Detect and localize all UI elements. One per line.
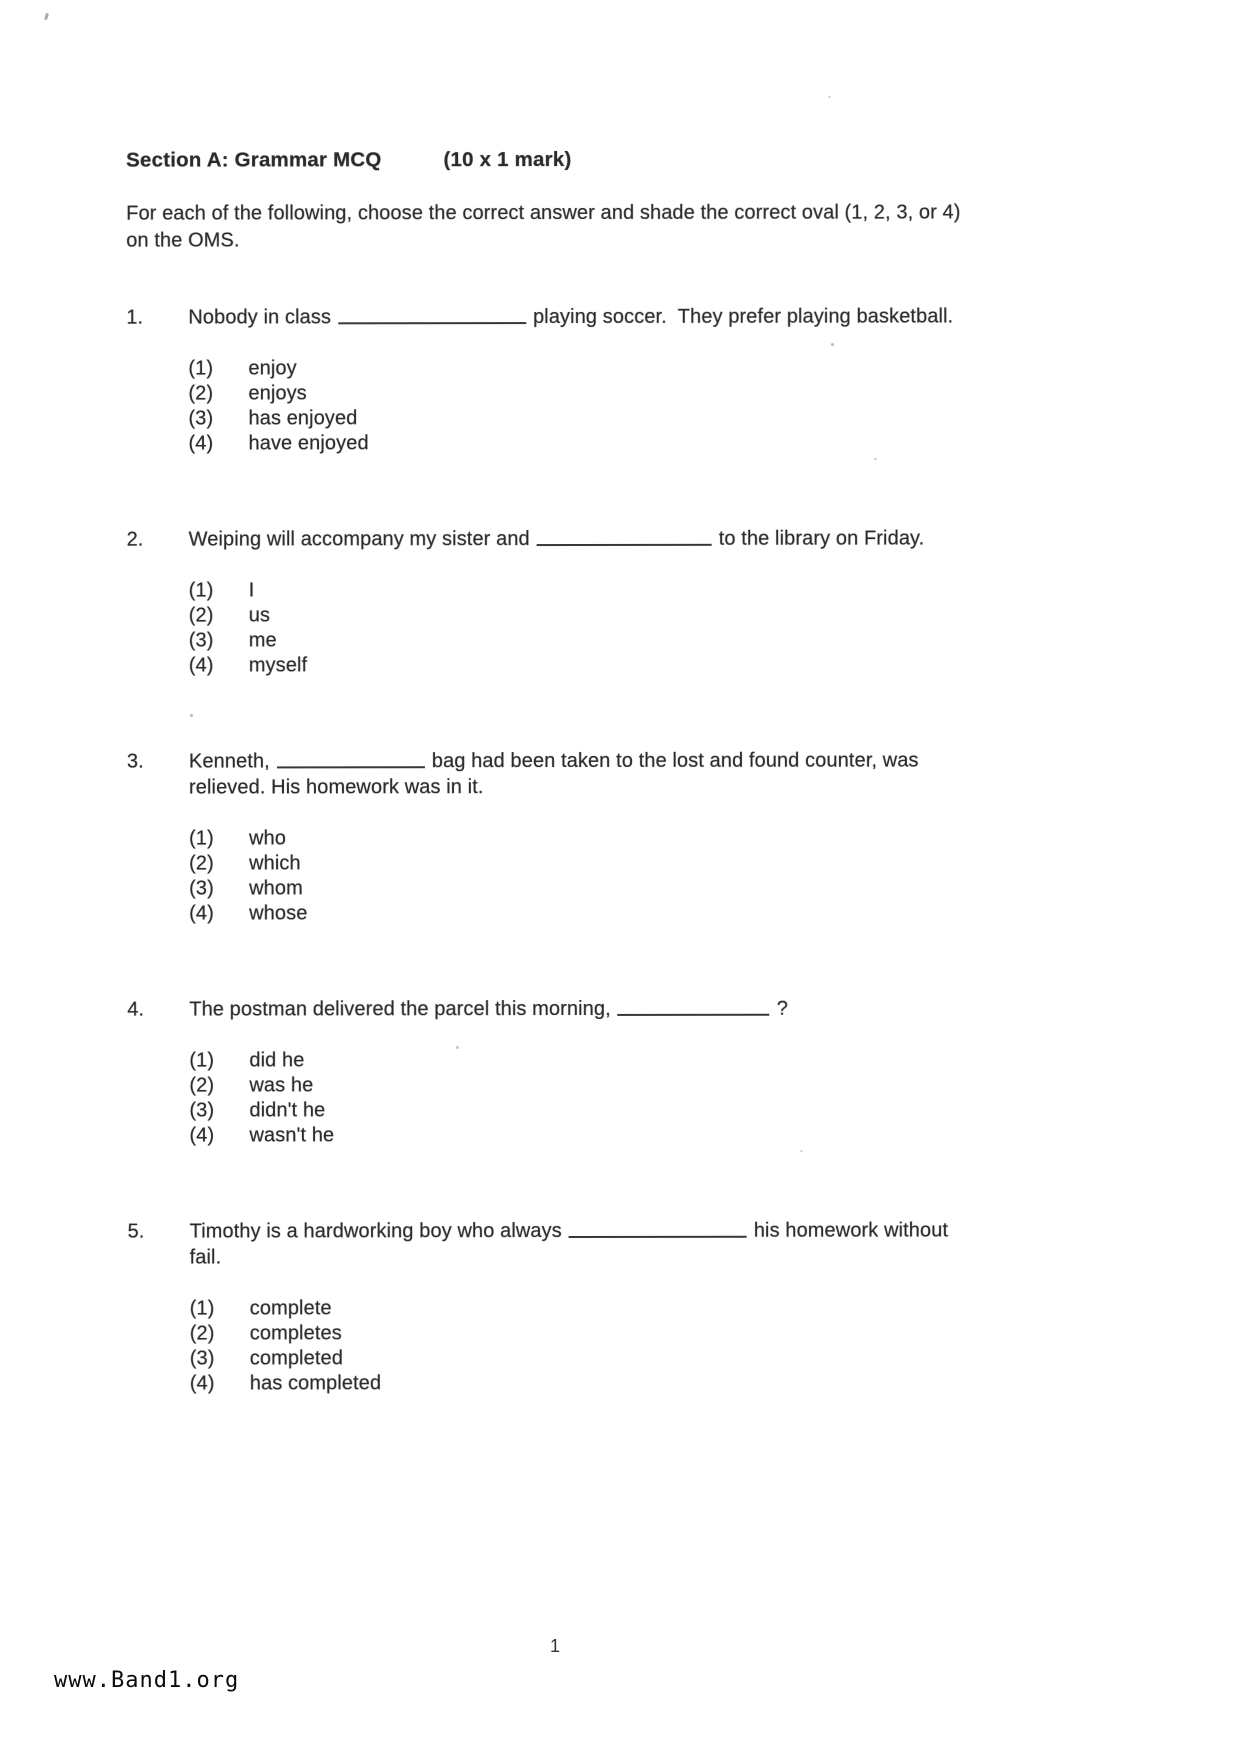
option-number: (4) <box>189 902 214 925</box>
options-list <box>189 577 1027 677</box>
option-number: (1) <box>189 1297 215 1320</box>
option <box>190 1320 1028 1345</box>
option-label: has completed <box>249 1372 382 1395</box>
question-1 <box>126 303 1026 456</box>
page-number: 1 <box>550 1636 561 1656</box>
option-label: enjoy <box>248 357 297 380</box>
section-marks: (10 x 1 mark) <box>443 148 572 172</box>
option <box>189 875 1027 900</box>
option-label: which <box>249 852 301 875</box>
scan-speck <box>828 96 831 98</box>
options-list <box>189 1047 1027 1147</box>
option-number: (3) <box>189 877 214 900</box>
question-number: 2. <box>126 528 144 551</box>
question-text <box>189 525 1027 552</box>
option-label: us <box>248 604 271 627</box>
option <box>189 900 1027 925</box>
option-number: (2) <box>188 604 214 627</box>
option-number: (1) <box>188 579 214 602</box>
option-number: (4) <box>188 432 214 455</box>
options-list <box>190 1295 1028 1395</box>
scan-speck <box>800 1150 803 1152</box>
option-label: whose <box>249 902 308 925</box>
scanned-exam-page <box>126 147 1028 1466</box>
question-text-line2: relieved. His homework was in it. <box>188 776 484 799</box>
option <box>189 627 1027 652</box>
option <box>189 577 1027 602</box>
option-number: (1) <box>189 1049 215 1072</box>
option <box>189 850 1027 875</box>
option-label: did he <box>249 1049 305 1072</box>
option-label: whom <box>249 877 303 900</box>
question-text-line2 <box>189 1021 1027 1022</box>
option-number: (2) <box>188 382 214 405</box>
option-number: (3) <box>189 1099 215 1122</box>
section-header <box>126 147 1026 172</box>
question-text-line2: fail. <box>189 1246 222 1269</box>
question-2 <box>127 525 1027 678</box>
question-text-after: bag had been taken to the lost and found counter, was <box>431 749 919 773</box>
question-number: 4. <box>127 998 144 1021</box>
option-number: (1) <box>188 357 214 380</box>
scan-speck <box>190 714 193 717</box>
answer-blank <box>618 997 770 1016</box>
option <box>189 1122 1027 1147</box>
answer-blank <box>537 527 712 546</box>
options-list <box>188 355 1026 455</box>
section-title: Section A: Grammar MCQ <box>126 148 382 172</box>
instructions-line-2: on the OMS. <box>126 229 240 252</box>
option <box>188 355 1026 380</box>
question-text <box>190 1217 1028 1270</box>
option-label: enjoys <box>248 382 307 405</box>
option <box>190 1370 1028 1395</box>
watermark-url: www.Band1.org <box>54 1668 240 1693</box>
option <box>190 1295 1028 1320</box>
question-text-before: Timothy is a hardworking boy who always <box>189 1220 562 1243</box>
option <box>189 825 1027 850</box>
option-label: myself <box>248 654 308 677</box>
question-3 <box>127 747 1027 926</box>
option-label: didn't he <box>249 1099 326 1122</box>
question-text <box>188 303 1026 330</box>
option-number: (4) <box>189 1124 215 1147</box>
option-label: complete <box>249 1297 332 1320</box>
option <box>189 1047 1027 1072</box>
instructions-line-1: For each of the following, choose the correct answer and shade the correct oval (1, 2, 3, or 4) <box>126 201 961 225</box>
option-label: me <box>248 629 277 652</box>
option <box>190 1345 1028 1370</box>
question-text-before: Weiping will accompany my sister and <box>188 528 530 551</box>
scan-speck <box>831 343 834 346</box>
option-label: have enjoyed <box>248 432 369 455</box>
option-number: (2) <box>189 1322 215 1345</box>
question-text-line2 <box>189 551 1027 552</box>
option-label: I <box>248 579 255 602</box>
question-4 <box>127 995 1027 1148</box>
option-number: (3) <box>188 629 214 652</box>
option-label: completes <box>249 1322 342 1345</box>
instructions <box>126 199 1026 254</box>
question-text <box>189 995 1027 1022</box>
scan-speck <box>456 1046 459 1049</box>
scan-speck <box>44 13 49 21</box>
answer-blank <box>569 1219 747 1238</box>
options-list <box>189 825 1027 925</box>
question-text-after: ? <box>776 997 789 1020</box>
option-number: (4) <box>189 1372 215 1395</box>
question-text-before: The postman delivered the parcel this morning, <box>189 997 611 1021</box>
option <box>189 1072 1027 1097</box>
answer-blank <box>277 749 425 768</box>
question-number: 3. <box>126 750 144 773</box>
option-number: (3) <box>189 1347 215 1370</box>
option-label: was he <box>249 1074 314 1097</box>
question-number: 5. <box>127 1220 145 1243</box>
option-number: (2) <box>189 1074 215 1097</box>
option-number: (1) <box>189 827 214 850</box>
option-number: (4) <box>188 654 214 677</box>
question-text-before: Kenneth, <box>188 750 270 773</box>
option <box>189 652 1027 677</box>
question-text-after: his homework without <box>753 1219 949 1242</box>
question-5 <box>128 1217 1028 1396</box>
option-label: wasn't he <box>249 1124 335 1147</box>
question-text-before: Nobody in class <box>188 306 332 329</box>
option-label: completed <box>249 1347 343 1370</box>
question-text-after: playing soccer. They prefer playing basketball. <box>532 305 954 329</box>
question-text-after: to the library on Friday. <box>718 527 925 550</box>
option-number: (3) <box>188 407 214 430</box>
option <box>188 405 1026 430</box>
question-number: 1. <box>126 306 144 329</box>
scan-speck <box>874 458 877 460</box>
question-text-line2 <box>188 329 1026 330</box>
answer-blank <box>338 305 526 324</box>
option <box>189 1097 1027 1122</box>
option-label: has enjoyed <box>248 407 358 430</box>
option-number: (2) <box>189 852 214 875</box>
option <box>188 380 1026 405</box>
option <box>189 602 1027 627</box>
question-text <box>189 747 1027 800</box>
option-label: who <box>249 827 287 850</box>
option <box>188 430 1026 455</box>
